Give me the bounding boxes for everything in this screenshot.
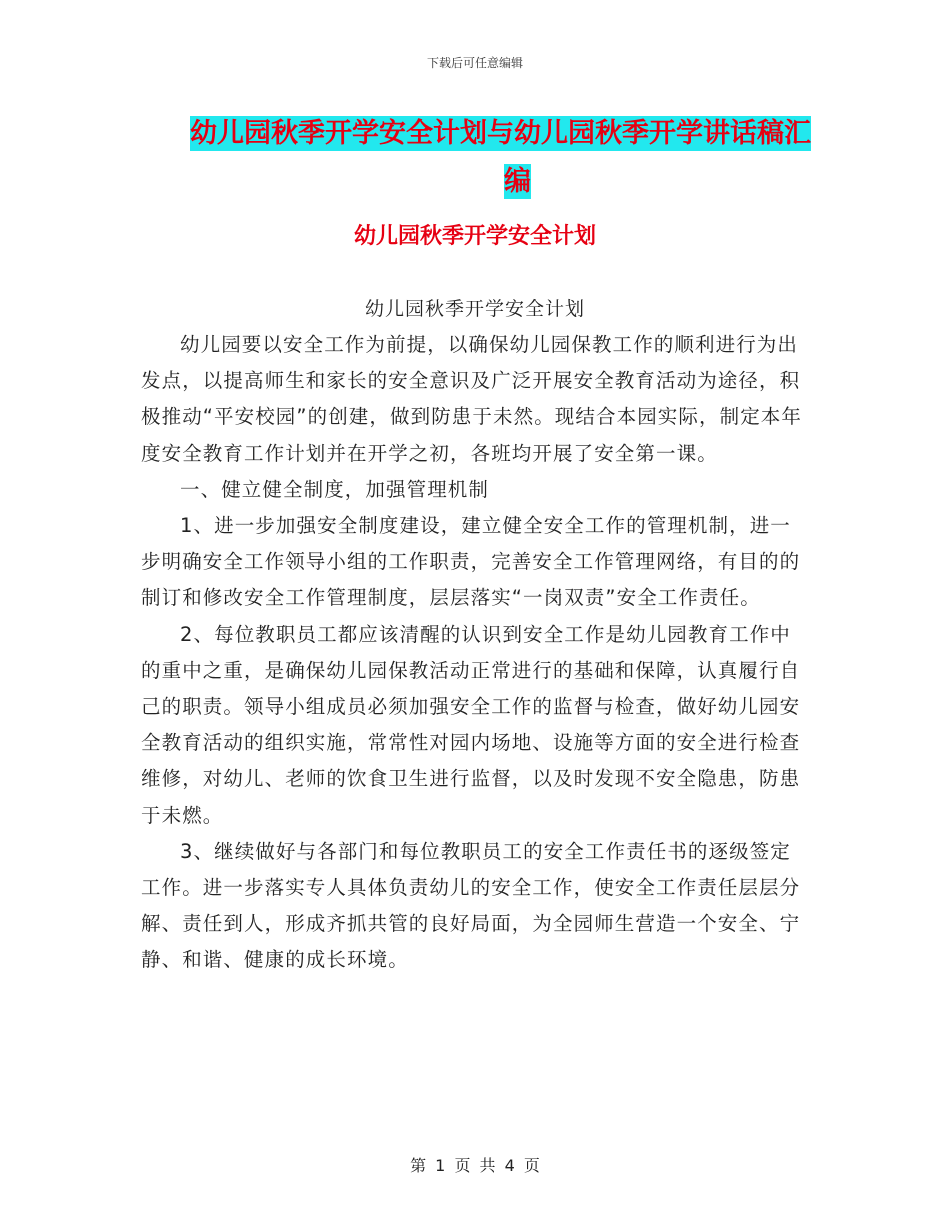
- document-body: [141, 327, 809, 979]
- title-line-2: 编: [504, 166, 531, 197]
- paragraph-intro: 幼儿园要以安全工作为前提，以确保幼儿园保教工作的顺利进行为出发点，以提高师生和家长的安全意识及广泛开展安全教育活动为途径，积极推动“平安校园”的创建，做到防患于未然。现结合本园实际，制定本年度安全教育工作计划并在开学之初，各班均开展了安全第一课。: [141, 333, 803, 465]
- paragraph-item-3: 3、继续做好与各部门和每位教职员工的安全工作责任书的逐级签定工作。进一步落实专人具体负责幼儿的安全工作，使安全工作责任层层分解、责任到人，形成齐抓共管的良好局面，为全园师生营造一个安全、宁静、和谐、健康的成长环境。: [141, 839, 801, 972]
- page-footer: 第 1 页 共 4 页: [410, 1156, 540, 1175]
- sub-title: 幼儿园秋季开学安全计划: [364, 298, 585, 320]
- paragraph-item-1: 1、进一步加强安全制度建设，建立健全安全工作的管理机制，进一步明确安全工作领导小组的工作职责，完善安全工作管理网络，有目的的制订和修改安全工作管理制度，层层落实“一岗双责”安全工作责任。: [141, 514, 801, 610]
- header-note: 下载后可任意编辑: [426, 56, 523, 70]
- paragraph-item-2: 2、每位教职员工都应该清醒的认识到安全工作是幼儿园教育工作中的重中之重，是确保幼儿园保教活动正常进行的基础和保障，认真履行自己的职责。领导小组成员必须加强安全工作的监督与检查，做好幼儿园安全教育活动的组织实施，常常性对园内场地、设施等方面的安全进行检查维修，对幼儿、老师的饮食卫生进行监督，以及时发现不安全隐患，防患于未燃。: [141, 622, 801, 827]
- title-line-1: 幼儿园秋季开学安全计划与幼儿园秋季开学讲话稿汇: [190, 118, 811, 149]
- document-title: [190, 110, 811, 206]
- paragraph-heading-1: 一、健立健全制度，加强管理机制: [180, 477, 490, 501]
- section-title: 幼儿园秋季开学安全计划: [353, 223, 596, 249]
